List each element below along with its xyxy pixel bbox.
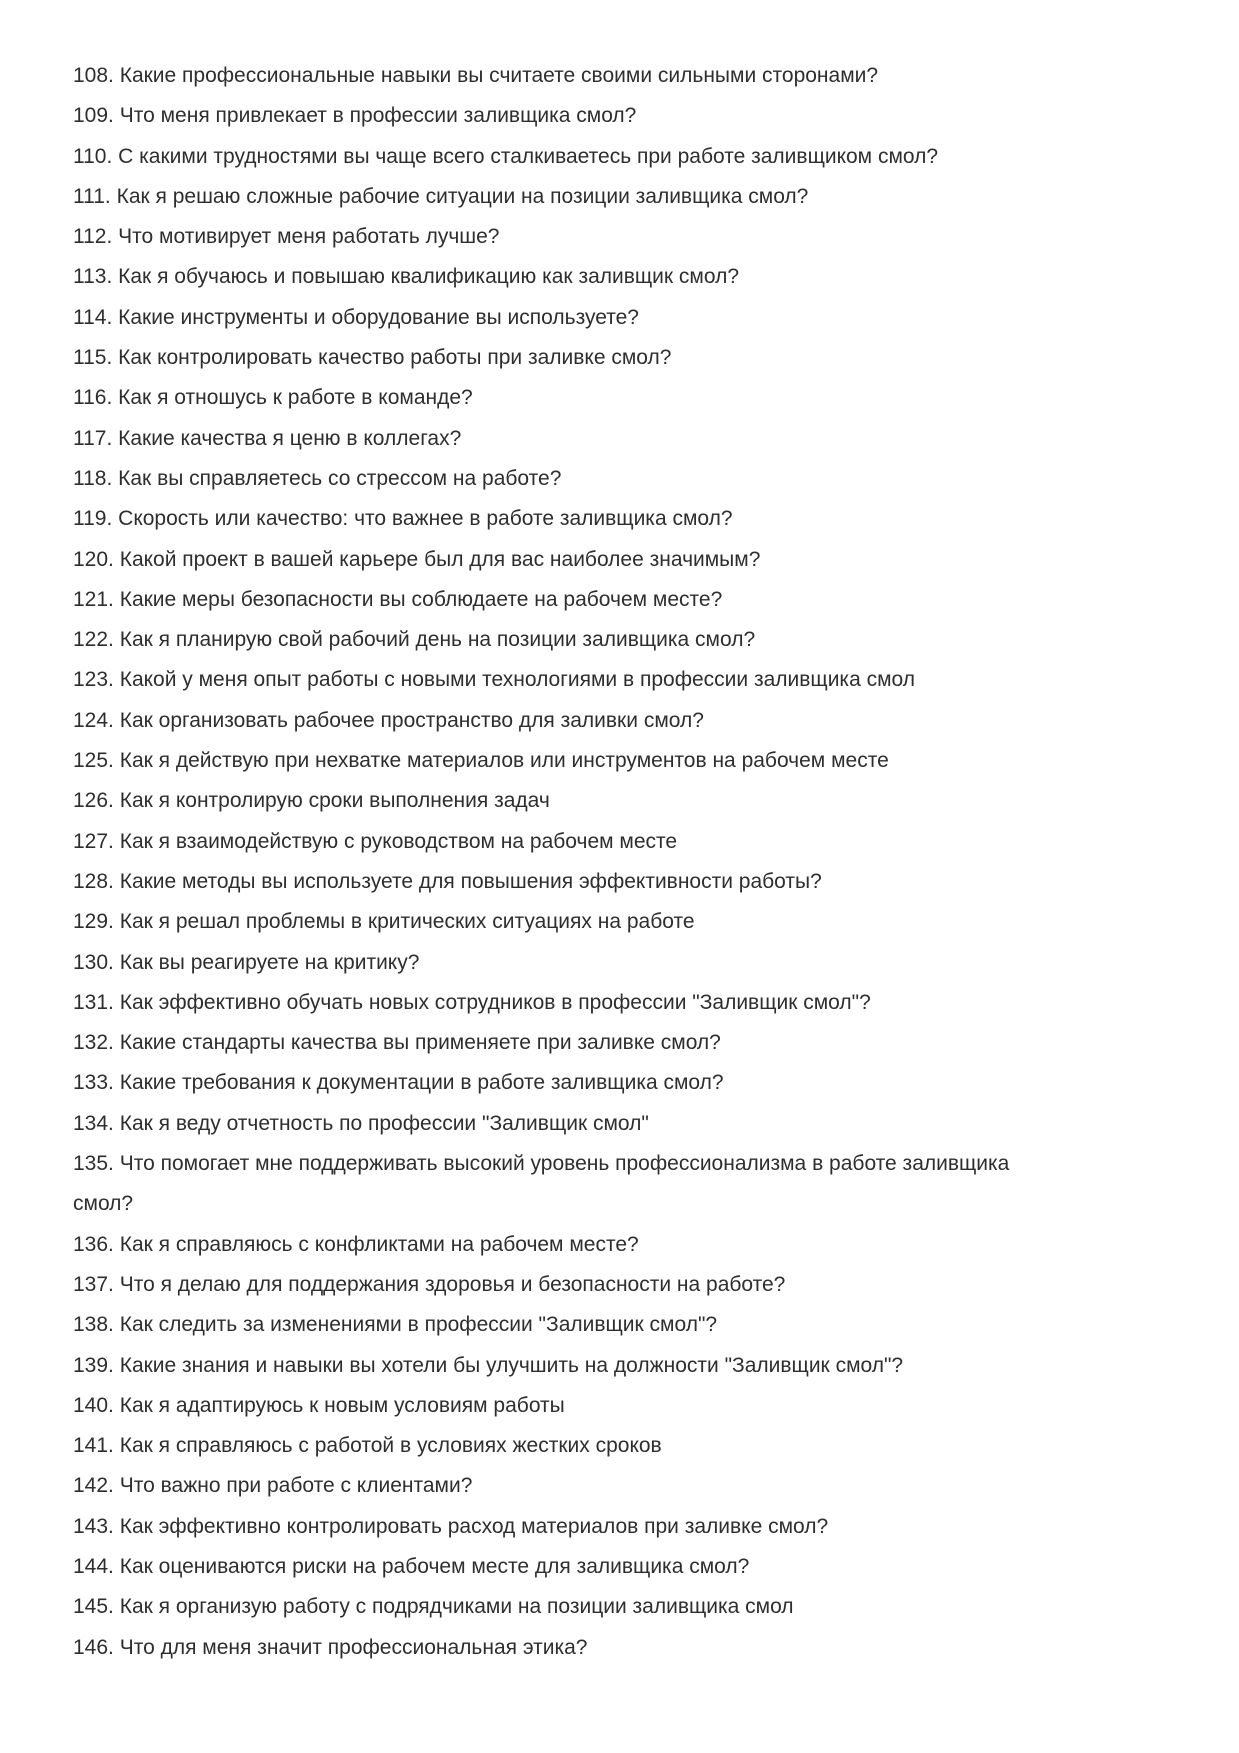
question-item: 126. Как я контролирую сроки выполнения задач (73, 789, 550, 813)
question-item: 116. Как я отношусь к работе в команде? (73, 386, 473, 410)
question-item: 142. Что важно при работе с клиентами? (73, 1474, 473, 1498)
question-item: 141. Как я справляюсь с работой в условиях жестких сроков (73, 1434, 662, 1458)
question-item: 109. Что меня привлекает в профессии заливщика смол? (73, 104, 637, 128)
question-item: 135. Что помогает мне поддерживать высокий уровень профессионализма в работе заливщика смол? (73, 1152, 1010, 1216)
question-item: 145. Как я организую работу с подрядчиками на позиции заливщика смол (73, 1595, 794, 1619)
question-list (73, 56, 1043, 1668)
question-item: 110. С какими трудностями вы чаще всего сталкиваетесь при работе заливщиком смол? (73, 144, 939, 168)
question-item: 123. Какой у меня опыт работы с новыми технологиями в профессии заливщика смол (73, 668, 915, 692)
question-item: 133. Какие требования к документации в работе заливщика смол? (73, 1071, 724, 1095)
question-item: 144. Как оцениваются риски на рабочем месте для заливщика смол? (73, 1554, 750, 1578)
question-item: 114. Какие инструменты и оборудование вы используете? (73, 305, 639, 329)
question-item: 128. Какие методы вы используете для повышения эффективности работы? (73, 869, 822, 893)
question-item: 120. Какой проект в вашей карьере был для вас наиболее значимым? (73, 547, 761, 571)
question-item: 137. Что я делаю для поддержания здоровья и безопасности на работе? (73, 1272, 786, 1296)
question-item: 129. Как я решал проблемы в критических ситуациях на работе (73, 910, 695, 934)
question-item: 118. Как вы справляетесь со стрессом на работе? (73, 466, 562, 490)
question-item: 134. Как я веду отчетность по профессии "Заливщик смол" (73, 1111, 649, 1135)
question-item: 138. Как следить за изменениями в профессии "Заливщик смол"? (73, 1313, 718, 1337)
question-item: 132. Какие стандарты качества вы применяете при заливке смол? (73, 1031, 721, 1055)
question-item: 124. Как организовать рабочее пространство для заливки смол? (73, 708, 704, 732)
question-item: 139. Какие знания и навыки вы хотели бы улучшить на должности "Заливщик смол"? (73, 1353, 904, 1377)
question-item: 117. Какие качества я ценю в коллегах? (73, 426, 462, 450)
question-item: 111. Как я решаю сложные рабочие ситуации на позиции заливщика смол? (73, 184, 809, 208)
question-item: 125. Как я действую при нехватке материалов или инструментов на рабочем месте (73, 749, 889, 773)
question-item: 122. Как я планирую свой рабочий день на позиции заливщика смол? (73, 628, 756, 652)
question-item: 121. Какие меры безопасности вы соблюдаете на рабочем месте? (73, 587, 723, 611)
question-item: 130. Как вы реагируете на критику? (73, 950, 420, 974)
question-item: 113. Как я обучаюсь и повышаю квалификацию как заливщик смол? (73, 265, 740, 289)
question-item: 112. Что мотивирует меня работать лучше? (73, 225, 500, 249)
question-item: 143. Как эффективно контролировать расход материалов при заливке смол? (73, 1514, 829, 1538)
question-item: 140. Как я адаптируюсь к новым условиям работы (73, 1393, 565, 1417)
question-item: 115. Как контролировать качество работы при заливке смол? (73, 346, 672, 370)
question-item: 131. Как эффективно обучать новых сотрудников в профессии "Заливщик смол"? (73, 990, 871, 1014)
question-item: 119. Скорость или качество: что важнее в работе заливщика смол? (73, 507, 733, 531)
question-item: 127. Как я взаимодействую с руководством на рабочем месте (73, 829, 678, 853)
question-item: 136. Как я справляюсь с конфликтами на рабочем месте? (73, 1232, 639, 1256)
question-item: 108. Какие профессиональные навыки вы считаете своими сильными сторонами? (73, 64, 879, 87)
question-item: 146. Что для меня значит профессиональная этика? (73, 1635, 588, 1659)
